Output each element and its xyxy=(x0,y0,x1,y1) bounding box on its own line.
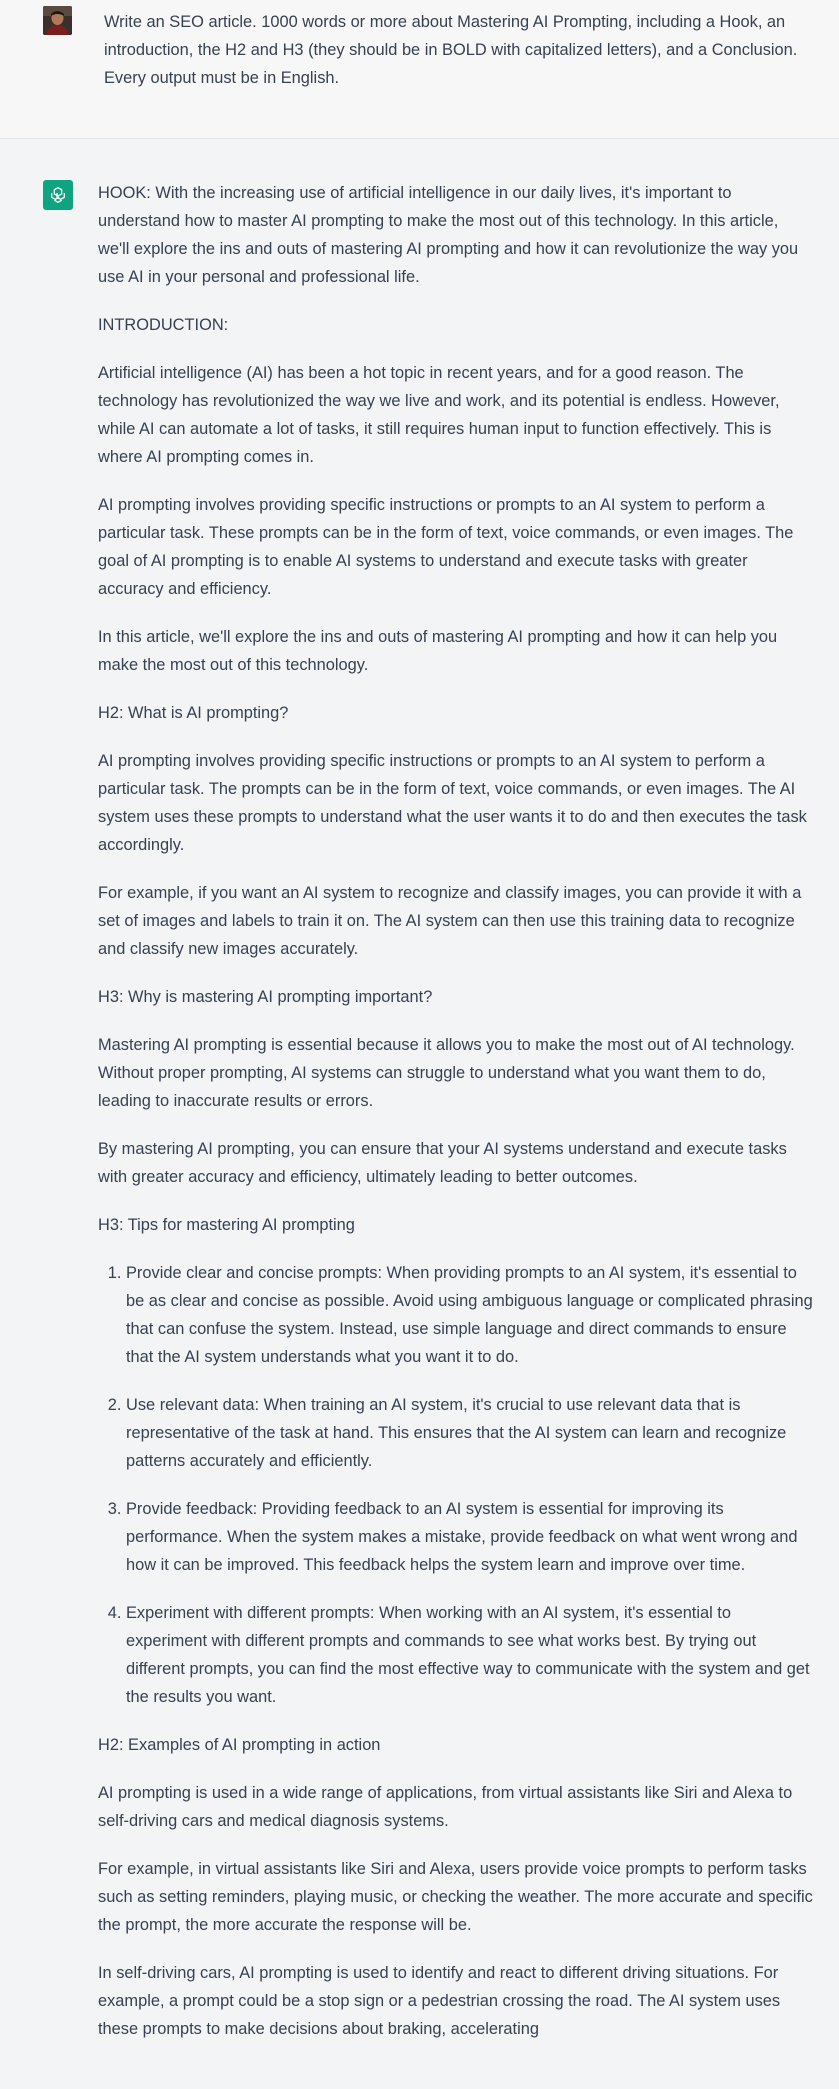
openai-logo-icon xyxy=(43,180,73,210)
examples-paragraph-3: In self-driving cars, AI prompting is used to identify and react to different driving situations. For example, a prompt could be a stop sign or a pedestrian crossing the road. The AI system uses these prompts to make decisions about braking, accelerating xyxy=(98,1964,781,2038)
examples-paragraph-2: For example, in virtual assistants like Siri and Alexa, users provide voice prompts to perform tasks such as setting reminders, playing music, or checking the weather. The more accurate and specific the prompt, the more accurate the response will be. xyxy=(98,1860,813,1934)
h2-examples-heading: H2: Examples of AI prompting in action xyxy=(98,1736,381,1754)
why-paragraph-1: Mastering AI prompting is essential because it allows you to make the most out of AI technology. Without proper prompting, AI systems can struggle to understand what you want them to do, leading to inaccurate results or errors. xyxy=(98,1036,795,1110)
tips-list xyxy=(98,1259,814,1711)
user-photo-icon xyxy=(43,6,72,35)
hook-paragraph: HOOK: With the increasing use of artificial intelligence in our daily lives, it's important to understand how to master AI prompting to make the most out of this technology. In this article, we'll explore the ins and outs of mastering AI prompting and how it can revolutionize the way you use AI in your personal and professional life. xyxy=(98,184,799,286)
why-paragraph-2: By mastering AI prompting, you can ensure that your AI systems understand and execute tasks with greater accuracy and efficiency, ultimately leading to better outcomes. xyxy=(98,1140,787,1186)
list-item: 1. Provide clear and concise prompts: When providing prompts to an AI system, it's essential to be as clear and concise as possible. Avoid using ambiguous language or complicated phrasing that can confuse the system. Instead, use simple language and direct commands to ensure that the AI system understands what you want it to do. xyxy=(126,1259,814,1371)
assistant-response-body xyxy=(98,179,814,2063)
intro-paragraph-3: In this article, we'll explore the ins and outs of mastering AI prompting and how it can help you make the most out of this technology. xyxy=(98,628,778,674)
h3-why-heading: H3: Why is mastering AI prompting important? xyxy=(98,988,433,1006)
h3-tips-heading: H3: Tips for mastering AI prompting xyxy=(98,1216,355,1234)
intro-paragraph-1: Artificial intelligence (AI) has been a hot topic in recent years, and for a good reason. The technology has revolutionized the way we live and work, and its potential is endless. However, while AI can automate a lot of tasks, it still requires human input to function effectively. This is where AI prompting comes in. xyxy=(98,364,780,466)
user-prompt-text: Write an SEO article. 1000 words or more about Mastering AI Prompting, including a Hook, an introduction, the H2 and H3 (they should be in BOLD with capitalized letters), and a Conclusion. Every output must be in English. xyxy=(104,13,798,87)
examples-paragraph-1: AI prompting is used in a wide range of applications, from virtual assistants like Siri and Alexa to self-driving cars and medical diagnosis systems. xyxy=(98,1784,793,1830)
list-item: 3. Provide feedback: Providing feedback to an AI system is essential for improving its performance. When the system makes a mistake, provide feedback on what went wrong and how it can be improved. This feedback helps the system learn and improve over time. xyxy=(126,1495,814,1579)
what-paragraph-1: AI prompting involves providing specific instructions or prompts to an AI system to perform a particular task. The prompts can be in the form of text, voice commands, or even images. The AI system uses these prompts to understand what the user wants it to do and then executes the task accordingly. xyxy=(98,752,807,854)
user-message xyxy=(0,0,839,139)
list-item: 2. Use relevant data: When training an AI system, it's crucial to use relevant data that is representative of the task at hand. This ensures that the AI system can learn and recognize patterns accurately and efficiently. xyxy=(126,1391,814,1475)
h2-what-heading: H2: What is AI prompting? xyxy=(98,704,289,722)
user-avatar xyxy=(43,6,72,35)
list-item: 4. Experiment with different prompts: When working with an AI system, it's essential to experiment with different prompts and commands to see what works best. By trying out different prompts, you can find the most effective way to communicate with the system and get the results you want. xyxy=(126,1599,814,1711)
assistant-message xyxy=(0,140,839,2089)
intro-paragraph-2: AI prompting involves providing specific instructions or prompts to an AI system to perform a particular task. These prompts can be in the form of text, voice commands, or even images. The goal of AI prompting is to enable AI systems to understand and execute tasks with greater accuracy and efficiency. xyxy=(98,496,794,598)
introduction-heading: INTRODUCTION: xyxy=(98,316,229,334)
what-paragraph-2: For example, if you want an AI system to recognize and classify images, you can provide it with a set of images and labels to train it on. The AI system can then use this training data to recognize and classify new images accurately. xyxy=(98,884,802,958)
